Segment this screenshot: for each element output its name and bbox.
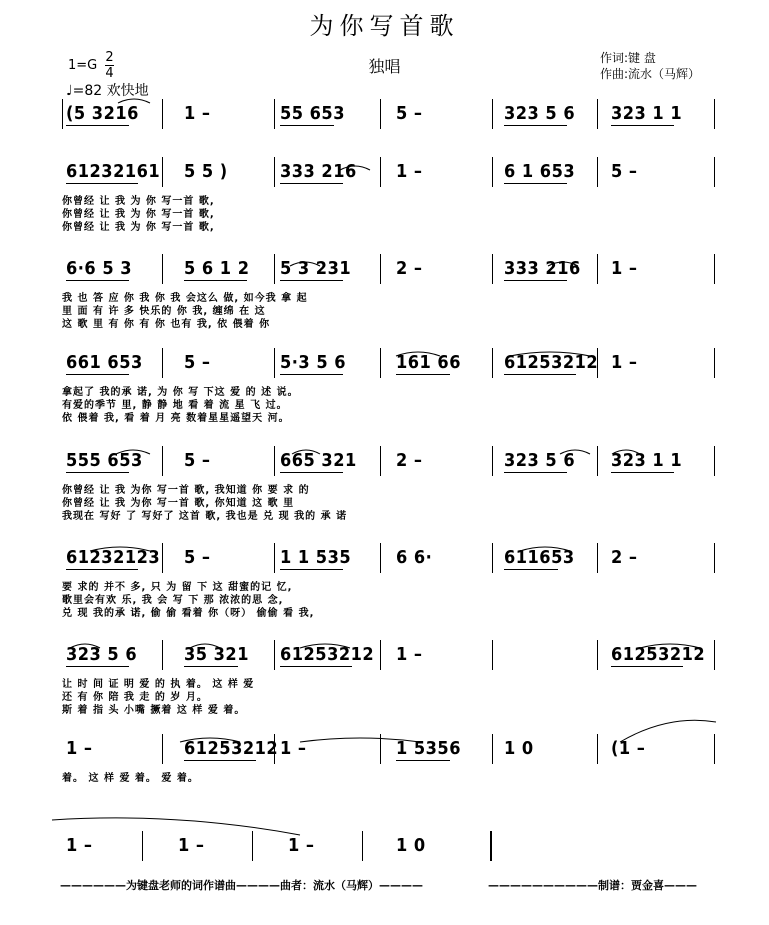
- measure: 1 –: [396, 161, 423, 182]
- measure: 323 1 1: [611, 103, 683, 124]
- measure: 6·6 5 3: [66, 258, 132, 279]
- measure: (5 3216: [66, 103, 139, 124]
- slur: [520, 547, 570, 551]
- lyric-line: 有爱的季节 里, 静 静 地 看 着 流 星 飞 过。: [62, 400, 288, 411]
- measure: 55 653: [280, 103, 345, 124]
- slur: [116, 450, 150, 454]
- time-signature: $\frac{2}{4}$: [105, 50, 114, 81]
- slur: [300, 644, 350, 648]
- measure: 1 5356: [396, 738, 461, 759]
- lyric-line: 我现在 写好 了 写好了 这首 歌, 我也是 兑 现 我的 承 诺: [62, 511, 348, 522]
- measure: 61253212: [504, 352, 599, 373]
- lyric-line: 依 偎着 我, 看 着 月 亮 数着星星遥望天 河。: [62, 413, 290, 424]
- measure: (1 –: [611, 738, 646, 759]
- measure: 5 –: [184, 547, 211, 568]
- measure: 333 216: [504, 258, 581, 279]
- measure: 323 5 6: [504, 103, 576, 124]
- slur: [510, 352, 590, 356]
- measure: 35 321: [184, 644, 249, 665]
- measure: 323 5 6: [66, 644, 138, 665]
- slur: [560, 450, 590, 454]
- measure: 5 6 1 2: [184, 258, 250, 279]
- slur: [548, 262, 578, 266]
- measure: 611653: [504, 547, 575, 568]
- lyric-line: 兑 现 我的承 诺, 偷 偷 看着 你（呀） 偷偷 看 我,: [62, 608, 315, 619]
- measure: 5 –: [184, 352, 211, 373]
- composer: 作曲:流水（马辉）: [600, 67, 701, 81]
- measure: 61232161: [66, 161, 161, 182]
- measure: 5 –: [611, 161, 638, 182]
- measure: 661 653: [66, 352, 143, 373]
- lyric-line: 着。 这 样 爱 着。 爱 着。: [62, 773, 199, 784]
- measure: 1 0: [396, 835, 426, 856]
- measure: 555 653: [66, 450, 143, 471]
- performance-type: 独唱: [368, 57, 401, 76]
- slur: [292, 450, 320, 454]
- lyric-line: 你曾经 让 我 为 你 写一首 歌,: [62, 196, 215, 207]
- measure: 6 1 653: [504, 161, 576, 182]
- measure: 1 –: [66, 835, 93, 856]
- slur: [52, 818, 300, 835]
- lyric-line: 这 歌 里 有 你 有 你 也有 我, 依 偎着 你: [62, 319, 271, 330]
- slur: [396, 352, 440, 356]
- slur: [620, 720, 716, 742]
- measure: 5·3 5 6: [280, 352, 346, 373]
- slur: [118, 99, 150, 103]
- lyric-line: 你曾经 让 我 为你 写一首 歌, 你知道 这 歌 里: [62, 498, 295, 509]
- measure: 1 –: [280, 738, 307, 759]
- measure: 665 321: [280, 450, 357, 471]
- measure: 323 5 6: [504, 450, 576, 471]
- measure: 61253212: [184, 738, 279, 759]
- lyric-line: 你曾经 让 我 为 你 写一首 歌,: [62, 209, 215, 220]
- slur: [340, 166, 370, 170]
- lyric-line: 你曾经 让 我 为 你 写一首 歌,: [62, 222, 215, 233]
- measure: 61253212: [611, 644, 706, 665]
- measure: 1 –: [184, 103, 211, 124]
- measure: 2 –: [396, 450, 423, 471]
- measure: 2 –: [396, 258, 423, 279]
- measure: 323 1 1: [611, 450, 683, 471]
- lyric-line: 还 有 你 陪 我 走 的 岁 月。: [62, 692, 208, 703]
- measure: 2 –: [611, 547, 638, 568]
- measure: 61232123: [66, 547, 161, 568]
- slur: [180, 738, 240, 742]
- slur: [70, 644, 100, 648]
- measure: 1 –: [178, 835, 205, 856]
- slur: [90, 547, 150, 551]
- lyric-line: 斯 着 指 头 小嘴 撅着 这 样 爱 着。: [62, 705, 246, 716]
- measure: 5 5 ): [184, 161, 228, 182]
- tempo-mark: ♩=82 欢快地: [66, 83, 149, 99]
- footer-composer: ——————为键盘老师的词作谱曲————曲者：流水（马辉）————: [60, 879, 423, 892]
- measure: 5 –: [184, 450, 211, 471]
- lyric-line: 歌里会有欢 乐, 我 会 写 下 那 浓浓的思 念,: [62, 595, 284, 606]
- measure: 161 66: [396, 352, 461, 373]
- slur: [612, 450, 640, 454]
- measure: 6 6·: [396, 547, 433, 568]
- key: 1=G: [68, 58, 98, 73]
- measure: 1 –: [611, 352, 638, 373]
- slur: [190, 644, 220, 648]
- slur: [290, 262, 320, 266]
- lyric-line: 我 也 答 应 你 我 你 我 会这么 做, 如今我 拿 起: [62, 293, 308, 304]
- lyric-line: 里 面 有 许 多 快乐的 你 我, 缠绵 在 这: [62, 306, 266, 317]
- lyric-line: 要 求的 并不 多, 只 为 留 下 这 甜蜜的记 忆,: [62, 582, 293, 593]
- song-title: 为你写首歌: [309, 12, 460, 40]
- measure: 1 –: [66, 738, 93, 759]
- slur: [640, 644, 700, 648]
- measure: 5 3 231: [280, 258, 352, 279]
- measure: 1 0: [504, 738, 534, 759]
- measure: 1 –: [288, 835, 315, 856]
- measure: 1 1 535: [280, 547, 352, 568]
- slur: [300, 738, 420, 742]
- measure: 333 216: [280, 161, 357, 182]
- lyricist: 作词:键 盘: [600, 51, 656, 65]
- measure: 5 –: [396, 103, 423, 124]
- measure: 1 –: [396, 644, 423, 665]
- measure: 61253212: [280, 644, 375, 665]
- footer-transcriber: ——————————制谱：贾金喜———: [488, 879, 697, 892]
- lyric-line: 你曾经 让 我 为你 写一首 歌, 我知道 你 要 求 的: [62, 485, 310, 496]
- lyric-line: 让 时 间 证 明 爱 的 执 着。 这 样 爱: [62, 679, 255, 690]
- lyric-line: 拿起了 我的承 诺, 为 你 写 下这 爱 的 述 说。: [62, 387, 299, 398]
- measure: 1 –: [611, 258, 638, 279]
